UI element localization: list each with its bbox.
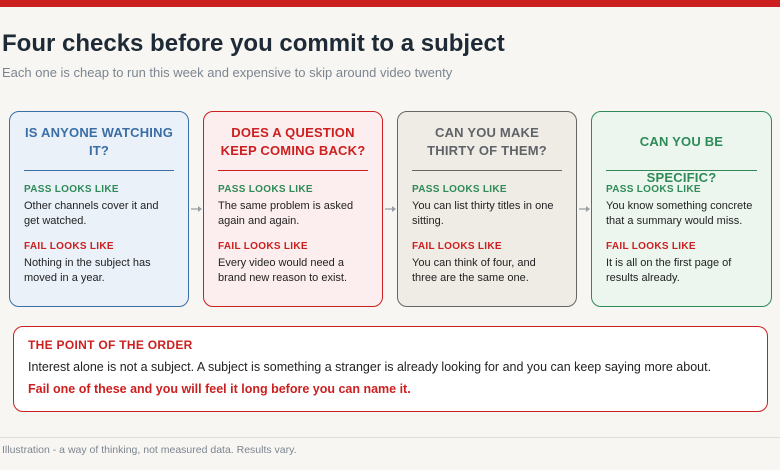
card-heading: CAN YOU MAKE THIRTY OF THEM? (412, 124, 562, 171)
pass-label: PASS LOOKS LIKE (606, 184, 701, 195)
check-card-question (203, 111, 383, 307)
pass-text: You can list thirty titles in one sitting. (412, 200, 554, 227)
card-heading: IS ANYONE WATCHING IT? (24, 124, 174, 171)
check-card-thirty (397, 111, 577, 307)
pass-text: You know something concrete that a summary would miss. (606, 200, 753, 227)
arrow-right-icon (579, 205, 591, 213)
page-subtitle: Each one is cheap to run this week and expensive to skip around video twenty (2, 65, 453, 80)
arrow-right-icon (191, 205, 203, 213)
top-accent-bar (0, 0, 780, 7)
fail-text: You can think of four, and three are the same one. (412, 257, 536, 284)
fail-text: Nothing in the subject has moved in a year. (24, 257, 151, 284)
pass-label: PASS LOOKS LIKE (218, 184, 313, 195)
footnote: Illustration - a way of thinking, not measured data. Results vary. (2, 444, 297, 456)
fail-text: Every video would need a brand new reason to exist. (218, 257, 348, 284)
card-heading: DOES A QUESTION KEEP COMING BACK? (218, 124, 368, 171)
pass-label: PASS LOOKS LIKE (24, 184, 119, 195)
fail-label: FAIL LOOKS LIKE (24, 241, 114, 252)
pass-text: The same problem is asked again and again. (218, 200, 354, 227)
footer-divider (0, 437, 780, 438)
pass-text: Other channels cover it and get watched. (24, 200, 159, 227)
point-emphasis: Fail one of these and you will feel it long before you can name it. (28, 382, 411, 396)
page-title: Four checks before you commit to a subject (2, 30, 505, 57)
point-body: Interest alone is not a subject. A subject is something a stranger is already looking for and you can keep saying more about. (28, 360, 712, 374)
card-heading: CAN YOU BE SPECIFIC? (606, 124, 757, 171)
fail-text: It is all on the first page of results already. (606, 257, 732, 284)
fail-label: FAIL LOOKS LIKE (606, 241, 696, 252)
check-card-watching (9, 111, 189, 307)
check-card-specific (591, 111, 772, 307)
arrow-right-icon (385, 205, 397, 213)
fail-label: FAIL LOOKS LIKE (412, 241, 502, 252)
point-heading: THE POINT OF THE ORDER (28, 338, 193, 352)
pass-label: PASS LOOKS LIKE (412, 184, 507, 195)
fail-label: FAIL LOOKS LIKE (218, 241, 308, 252)
point-of-order-box (13, 326, 768, 412)
